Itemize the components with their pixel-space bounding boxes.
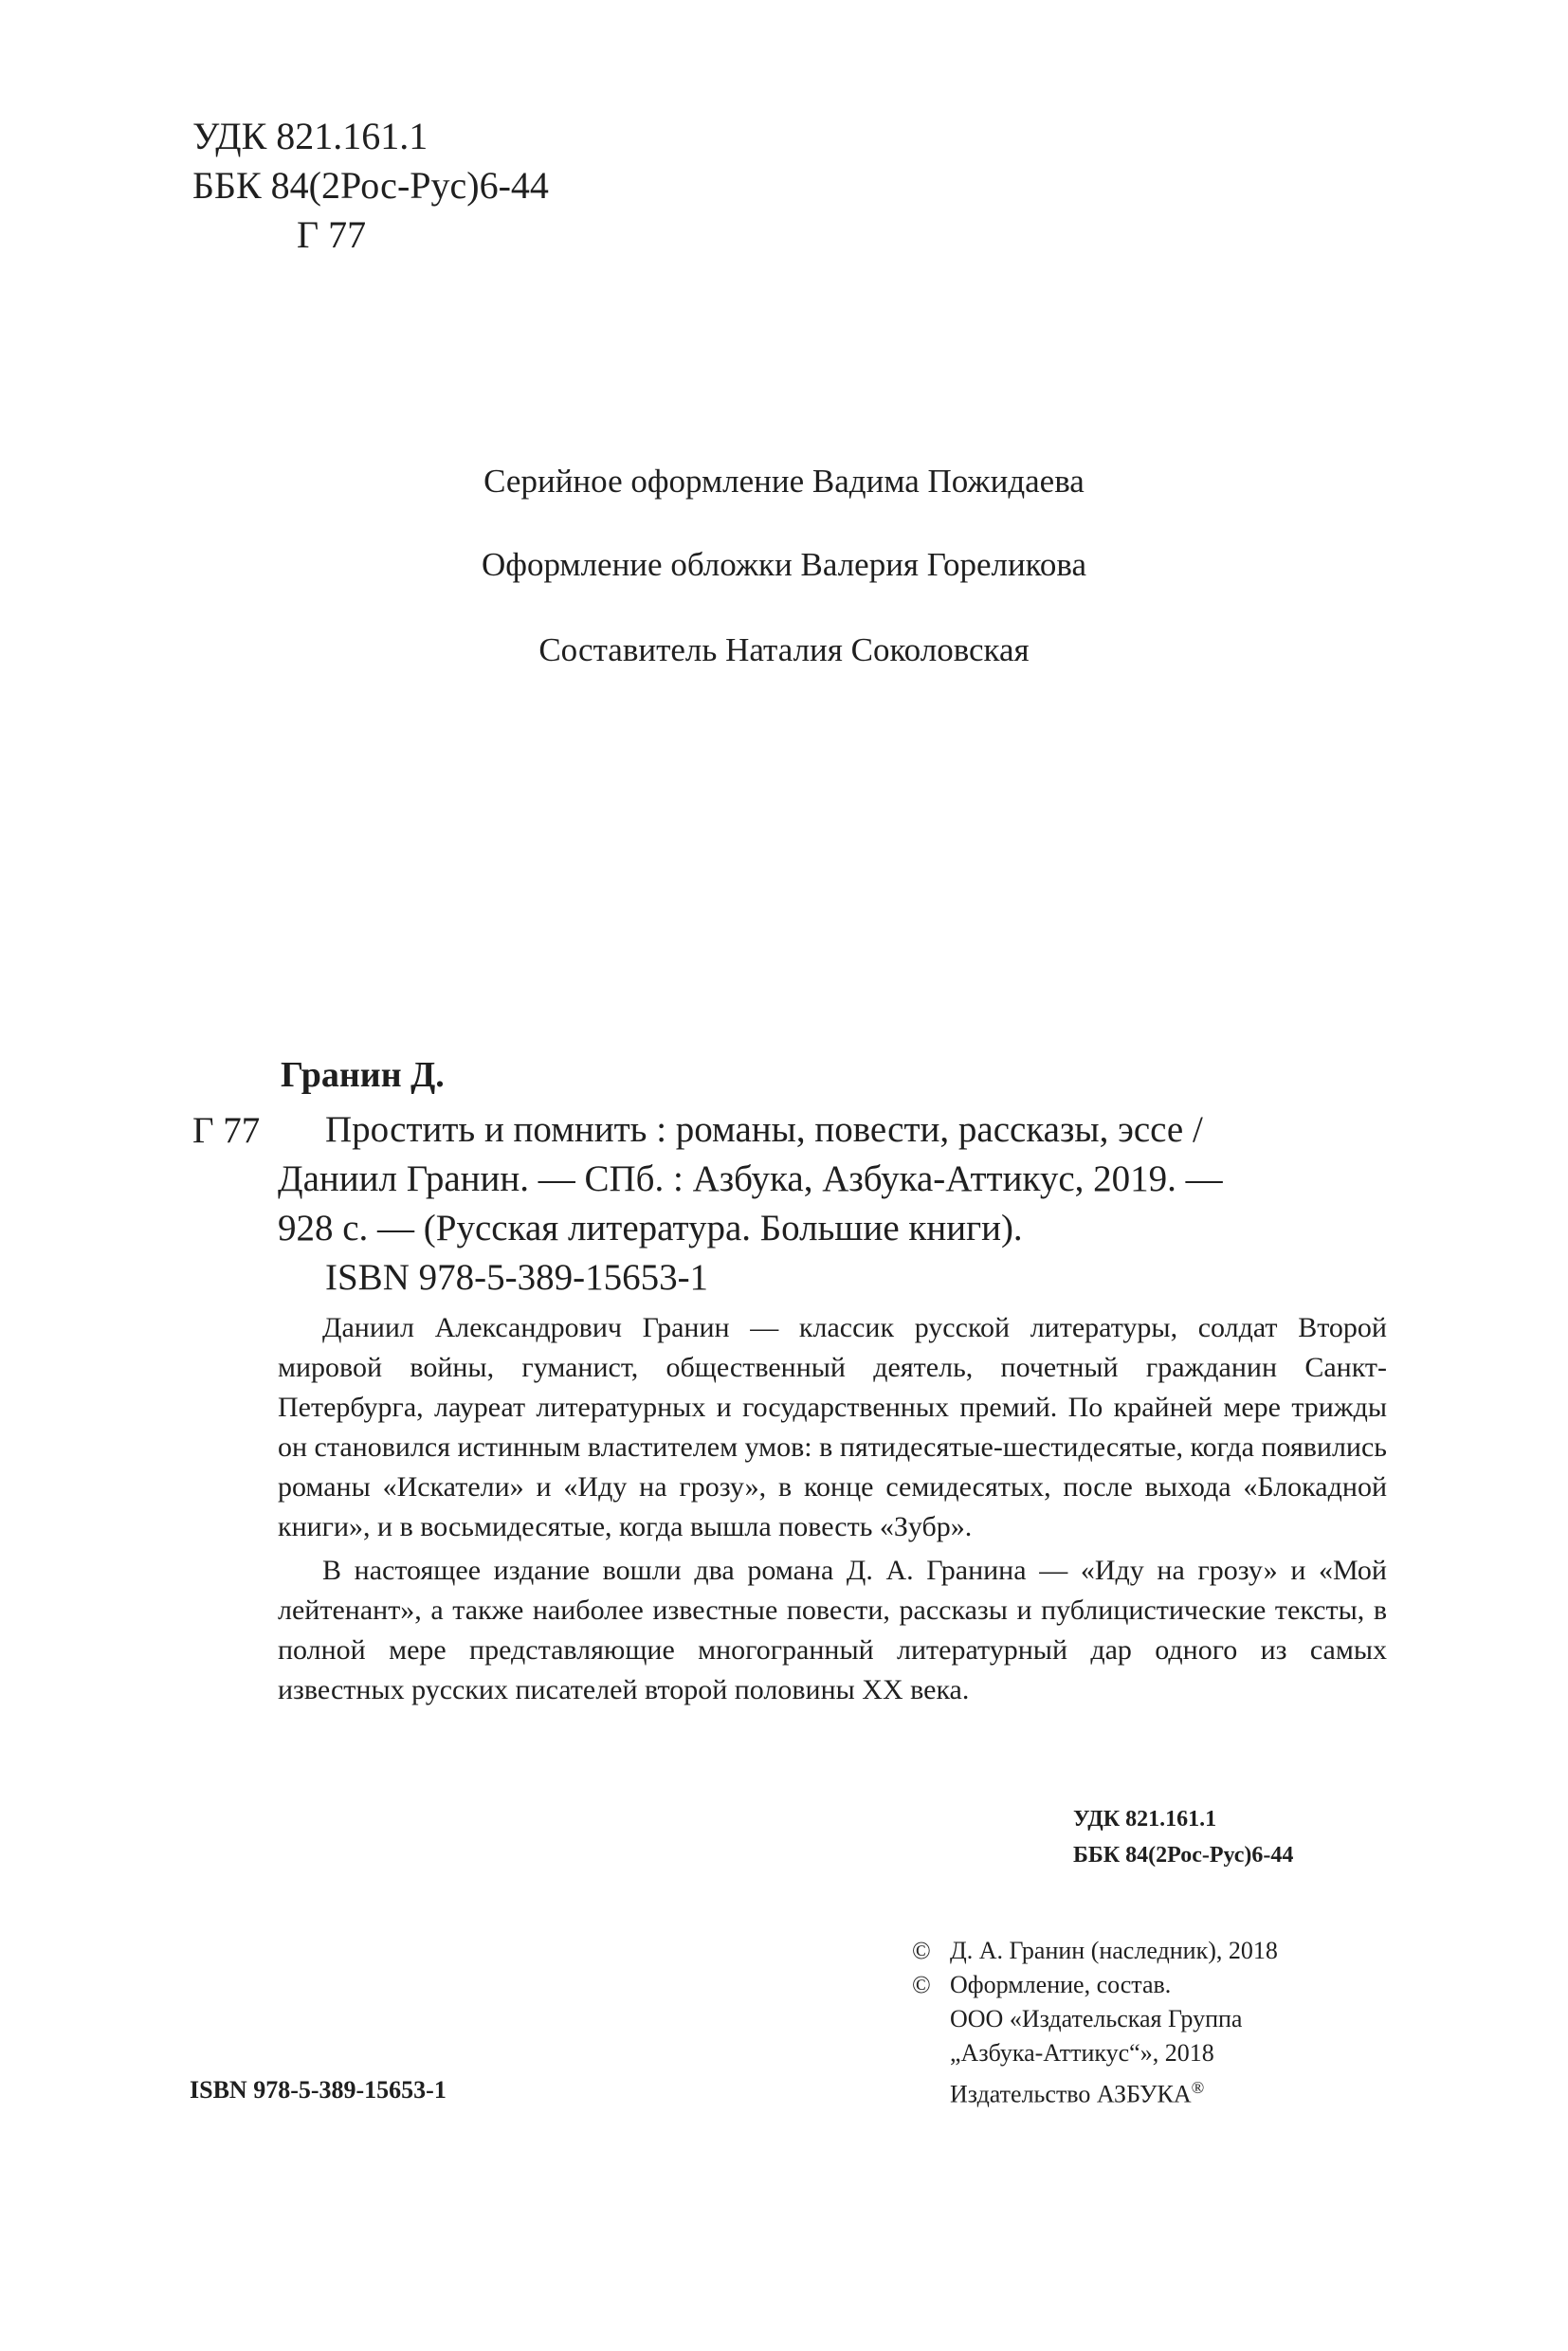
card-bbk: ББК 84(2Рос-Рус)6-44 [1073,1843,1294,1868]
card-author-mark: Г 77 [192,1110,261,1151]
copyright-symbol: © [912,1937,931,1964]
annotation-paragraph: Даниил Александрович Гранин — классик русской литературы, солдат Второй мировой войны, гуманист, общественный деятель, почетный гражданин Санкт-Петербурга, лауреат литературных и государственных премий. По крайней мере трижды он становился истинным властителем умов: в пятидесятые-шестидесятые, когда появились романы «Искатели» и «Иду на грозу», в конце семидесятых, после выхода «Блокадной книги», и в восьмидесятые, когда вышла повесть «Зубр». [278,1312,1387,1542]
copyright-line: Оформление, состав. [950,1971,1172,1998]
isbn-number: ISBN 978-5-389-15653-1 [190,2076,447,2104]
copyright-line: ООО «Издательская Группа [950,2005,1243,2032]
bib-line: Даниил Гранин. — СПб. : Азбука, Азбука-Аттикус, 2019. — [278,1158,1223,1199]
copyright-line: Д. А. Гранин (наследник), 2018 [950,1937,1278,1964]
bib-isbn: ISBN 978-5-389-15653-1 [325,1257,709,1298]
bbk-code: ББК 84(2Рос-Рус)6-44 [192,164,549,207]
card-author: Гранин Д. [281,1055,445,1095]
cover-design-credit: Оформление обложки Валерия Гореликова [482,546,1086,583]
compiler-credit: Составитель Наталия Соколовская [538,631,1030,668]
bib-line: Простить и помнить : романы, повести, рассказы, эссе / [325,1109,1203,1150]
card-classification [1073,1801,1293,1873]
bibliographic-description [278,1105,1223,1303]
annotation [278,1308,1387,1710]
copyright-symbol: © [912,1971,931,1998]
copyright-line: „Азбука-Аттикус“», 2018 [950,2039,1214,2067]
copyright-block [912,1934,1278,2112]
card-udk: УДК 821.161.1 [1073,1807,1217,1832]
bib-line: 928 с. — (Русская литература. Большие книги). [278,1208,1023,1248]
registered-mark: ® [1191,2078,1205,2097]
annotation-paragraph: В настоящее издание вошли два романа Д. А. Гранина — «Иду на грозу» и «Мой лейтенант», а также наиболее известные повести, рассказы и публицистические тексты, в полной мере представляющие многогранный литературный дар одного из самых известных русских писателей второй половины XX века. [278,1555,1387,1705]
udk-code: УДК 821.161.1 [192,115,428,157]
series-design-credit: Серийное оформление Вадима Пожидаева [483,463,1085,500]
publisher-name: Издательство АЗБУКА [950,2080,1192,2108]
header-classification [192,112,549,260]
author-mark: Г 77 [297,213,367,256]
